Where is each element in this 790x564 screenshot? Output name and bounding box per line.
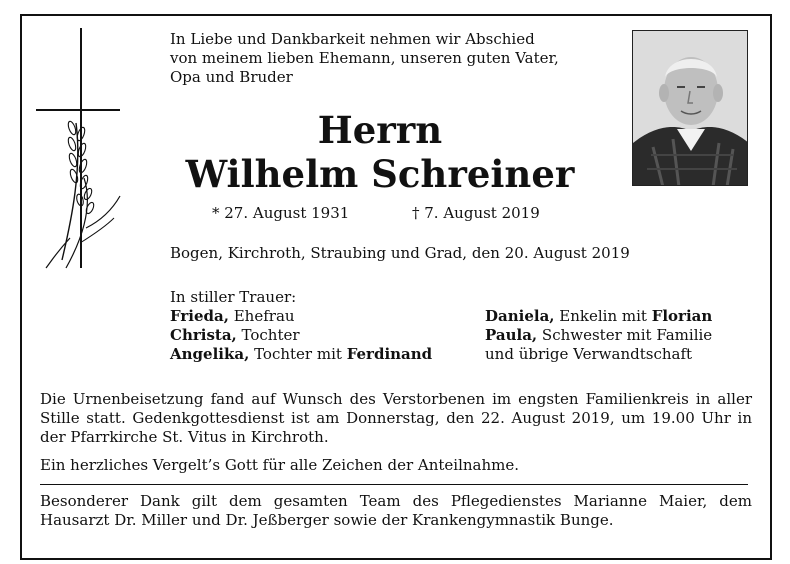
mourners-right-column [485, 307, 712, 364]
salutation: Herrn [317, 108, 443, 152]
special-thanks-paragraph: Besonderer Dank gilt dem gesamten Team des Pflegedienstes Marianne Maier, dem Hausarzt Dr. Miller und Dr. Jeßberger sowie der Krankengymnastik Bunge. [40, 492, 752, 529]
deceased-name-block [160, 108, 600, 196]
place-and-date: Bogen, Kirchroth, Straubing und Grad, den 20. August 2019 [170, 244, 630, 262]
mourner-row [485, 326, 712, 345]
intro-line-1: In Liebe und Dankbarkeit nehmen wir Abschied [170, 30, 535, 48]
mourner-row [485, 345, 712, 364]
mourner-name: Angelika, [170, 345, 250, 363]
portrait-illustration [633, 31, 748, 186]
mourner-relation: Tochter [236, 326, 300, 344]
mourners-left-column [170, 307, 432, 364]
mourner-row [170, 326, 432, 345]
mourner-name: Daniela, [485, 307, 555, 325]
mourner-name: Frieda, [170, 307, 229, 325]
burial-paragraph: Die Urnenbeisetzung fand auf Wunsch des Verstorbenen im engsten Familienkreis in aller Stille statt. Gedenkgottesdienst ist am Donnerstag, den 22. August 2019, um 19.00 Uhr in der Pfarrkirche St. Vitus in Kirchroth. [40, 390, 752, 446]
birth-date: * 27. August 1931 [212, 204, 350, 222]
mourners-title: In stiller Trauer: [170, 288, 297, 306]
death-date: † 7. August 2019 [412, 204, 540, 222]
mourner-row [170, 307, 432, 326]
mourner-row [485, 307, 712, 326]
mourner-name: Christa, [170, 326, 237, 344]
intro-line-2: von meinem lieben Ehemann, unseren guten Vater, [170, 49, 559, 67]
intro-line-3: Opa und Bruder [170, 68, 293, 86]
divider [40, 484, 748, 485]
portrait-photo [632, 30, 748, 186]
mourner-partner: Florian [651, 307, 713, 325]
mourner-relation: und übrige Verwandtschaft [485, 345, 693, 363]
mourner-relation: Ehefrau [228, 307, 295, 325]
cross-with-wheat-icon [36, 28, 126, 298]
mourner-relation: Enkelin mit [554, 307, 652, 325]
thanks-paragraph: Ein herzliches Vergelt’s Gott für alle Zeichen der Anteilnahme. [40, 456, 520, 474]
mourner-row [170, 345, 432, 364]
mourner-relation: Schwester mit Familie [537, 326, 713, 344]
deceased-name: Wilhelm Schreiner [185, 152, 575, 196]
intro-text [170, 30, 610, 87]
mourner-relation: Tochter mit [249, 345, 347, 363]
mourner-name: Paula, [485, 326, 538, 344]
mourner-partner: Ferdinand [346, 345, 433, 363]
